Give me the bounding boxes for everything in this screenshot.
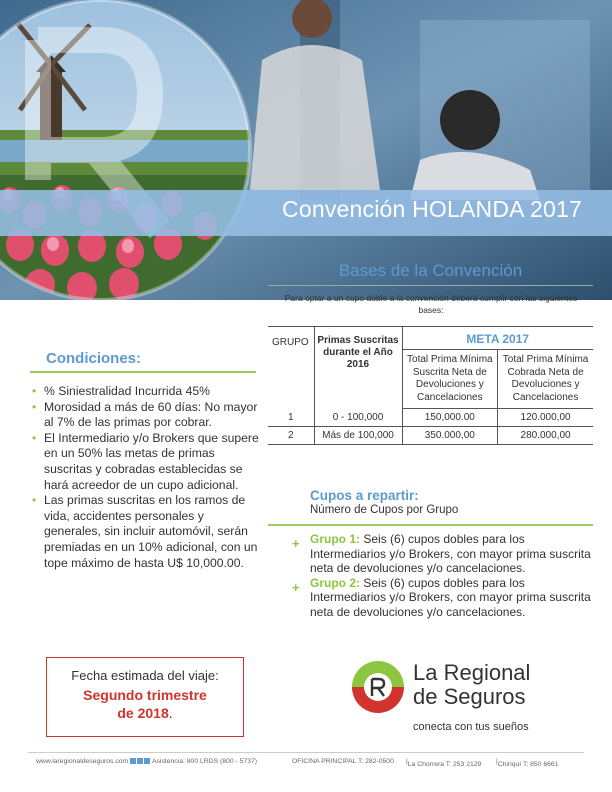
footer-chiriqui: | Chiriquí T: 850 6661 — [496, 758, 559, 768]
table-header-meta: META 2017 — [402, 327, 593, 350]
bases-title: Bases de la Convención — [338, 261, 523, 280]
conditions-divider — [30, 371, 256, 373]
cupos-title: Cupos a repartir: — [310, 488, 419, 503]
table-row: 1 0 - 100,000 150,000.00 120.000,00 — [268, 409, 593, 427]
facebook-icon[interactable] — [130, 758, 136, 764]
trip-date-value: Segundo trimestre de 2018. — [83, 687, 207, 721]
twitter-icon[interactable] — [137, 758, 143, 764]
bullet-icon: • — [32, 430, 37, 445]
list-item: + Grupo 1: Seis (6) cupos dobles para los Intermediarios y/o Brokers, con mayor prima suscrita neta de devoluciones y/o cancelaciones. — [292, 532, 591, 575]
list-item: • Las primas suscritas en los ramos de vida, accidentes personales y generales, sin incluir automóvil, serán premiadas en un 10% adicional, con un tope máximo de hasta U$ 10,000.00. — [32, 493, 258, 570]
footer — [28, 755, 584, 769]
plus-icon: + — [292, 536, 300, 551]
footer-main-office: OFICINA PRINCIPAL T: 282-0500 — [292, 758, 394, 765]
list-item: • % Siniestralidad Incurrida 45% — [32, 384, 210, 398]
instagram-icon[interactable] — [144, 758, 150, 764]
footer-assistance: Asistencia: 800 LRDS (800 - 5737) — [152, 758, 258, 765]
bullet-icon: • — [32, 384, 37, 398]
cupos-list — [292, 532, 596, 619]
goals-table — [268, 326, 593, 445]
plus-icon: + — [292, 579, 300, 595]
cupos-divider — [268, 524, 593, 526]
table-header-suscrita: Total Prima Mínima Suscrita Neta de Devoluciones y Cancelaciones — [402, 350, 498, 409]
footer-divider — [28, 752, 584, 753]
bases-intro: Para optar a un cupo doble a la convención deberá cumplir con las siguientes bases: — [284, 293, 578, 315]
company-logo — [348, 657, 578, 737]
hero-image — [0, 0, 612, 300]
title-banner — [0, 190, 612, 236]
social-icons[interactable] — [130, 758, 151, 765]
footer-website[interactable]: www.laregionaldeseguros.com — [36, 758, 129, 765]
footer-chorrera: | La Chorrera T: 253 2129 — [406, 758, 482, 768]
bullet-icon: • — [32, 493, 37, 508]
conditions-title: Condiciones: — [46, 350, 142, 367]
list-item: • Morosidad a más de 60 días: No mayor al 7% de las primas por cobrar. — [32, 399, 258, 430]
bases-divider — [268, 285, 593, 286]
list-item: • El Intermediario y/o Brokers que supere en un 50% las metas de primas suscritas y cobradas establecidas se hará acreedor de un cupo adicional. — [32, 430, 259, 492]
hero-photo — [0, 0, 612, 300]
logo-tagline: conecta con tus sueños — [413, 721, 529, 733]
page-title: Convención HOLANDA 2017 — [282, 196, 582, 222]
logo-name: La Regional de Seguros — [413, 660, 531, 709]
regional-logo-icon — [348, 657, 408, 717]
list-item: + Grupo 2: Seis (6) cupos dobles para los Intermediarios y/o Brokers, con mayor prima suscrita neta de devoluciones y/o cancelaciones. — [292, 575, 591, 619]
cupos-subtitle: Número de Cupos por Grupo — [310, 504, 459, 516]
trip-date-label: Fecha estimada del viaje: — [71, 668, 219, 683]
table-header-cobrada: Total Prima Mínima Cobrada Neta de Devoluciones y Cancelaciones — [498, 350, 593, 409]
trip-date-box — [46, 657, 244, 737]
table-row: 2 Más de 100,000 350.000,00 280.000,00 — [268, 427, 593, 445]
table-header-grupo: GRUPO — [268, 327, 314, 409]
table-header-primas: Primas Suscritas durante el Año 2016 — [314, 327, 402, 409]
bullet-icon: • — [32, 399, 37, 414]
conditions-list — [32, 384, 264, 571]
